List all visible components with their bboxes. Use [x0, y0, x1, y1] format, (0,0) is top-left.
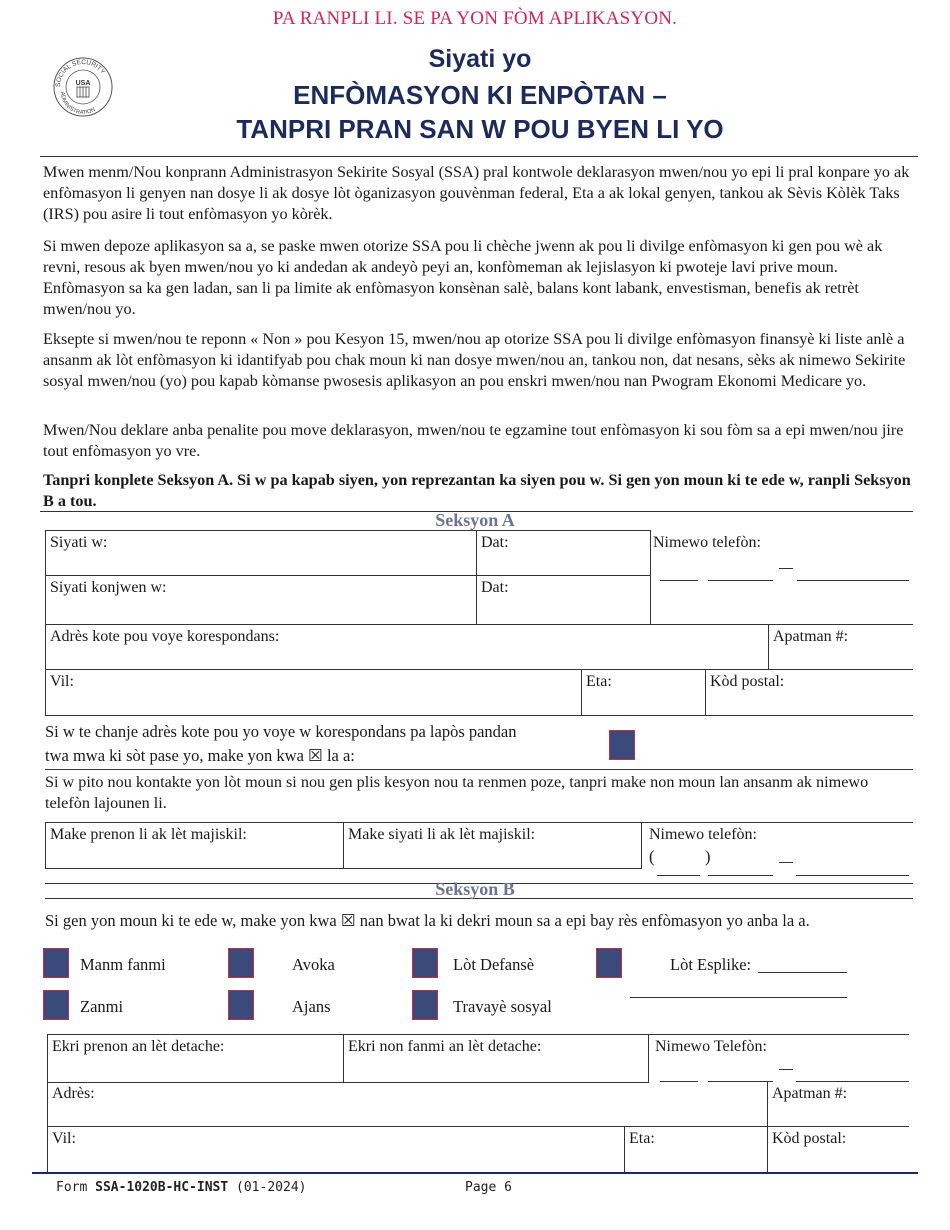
form-code: SSA-1020B-HC-INST — [95, 1180, 229, 1195]
cross-box-icon: ☒ — [308, 746, 323, 765]
family-member-checkbox[interactable] — [43, 948, 69, 978]
spouse-signature-label: Siyati konjwen w: — [50, 579, 167, 596]
date-field[interactable] — [476, 530, 651, 576]
agency-label: Ajans — [292, 997, 331, 1016]
spouse-signature-field[interactable] — [45, 575, 477, 625]
footer-rule — [32, 1172, 918, 1174]
phone-line-input[interactable] — [797, 580, 909, 581]
svg-text:ADMINISTRATION: ADMINISTRATION — [58, 91, 97, 117]
contact-first-name-field[interactable] — [45, 822, 344, 869]
helper-first-name-field[interactable] — [47, 1034, 344, 1083]
helper-zip-field[interactable] — [767, 1126, 909, 1173]
helper-last-name-label: Ekri non fanmi an lèt detache: — [348, 1038, 542, 1055]
signature-label: Siyati w: — [50, 534, 108, 551]
paragraph-authorization: Si mwen depoze aplikasyon sa a, se paske mwen otorize SSA pou li chèche jwenn ak pou li divilge enfòmasyon ki gen pou wè ak revni, resous ak byen mwen/nou yo ki andedan ak andeyò peyi an, konfòmeman ak lejislasyon ki pwoteje lavi prive moun. Enfòmasyon sa ka gen ladan, san li pa limite ak enfòmasyon konsènan salè, balans kont labank, envestisman, benefis ak retrèt mwen/nou yo. — [43, 237, 883, 318]
helper-phone-dash — [779, 1069, 793, 1070]
address-change-text-2-end: la a: — [326, 746, 355, 765]
form-number — [56, 1180, 306, 1195]
contact-last-name-field[interactable] — [343, 822, 642, 869]
not-application-warning: PA RANPLI LI. SE PA YON FÒM APLIKASYON. — [272, 8, 678, 29]
social-worker-label: Travayè sosyal — [453, 997, 552, 1016]
page-title-signatures: Siyati yo — [428, 45, 532, 73]
contact-last-name-label: Make siyati li ak lèt majiskil: — [348, 826, 536, 843]
helper-address-label: Adrès: — [52, 1085, 95, 1102]
other-advocate-checkbox[interactable] — [412, 948, 438, 978]
friend-checkbox[interactable] — [43, 990, 69, 1020]
lawyer-label: Avoka — [292, 955, 335, 974]
helper-last-name-field[interactable] — [343, 1034, 649, 1083]
helper-state-label: Eta: — [629, 1130, 655, 1147]
other-explain-input[interactable] — [758, 972, 847, 973]
address-change-text-1: Si w te chanje adrès kote pou yo voye w korespondans pa lapòs pandan — [45, 722, 517, 741]
helper-zip-label: Kòd postal: — [772, 1130, 847, 1147]
apartment-label: Apatman #: — [773, 628, 849, 645]
phone-label: Nimewo telefòn: — [653, 534, 761, 551]
contact-line-input[interactable] — [796, 875, 909, 876]
zip-label: Kòd postal: — [710, 673, 785, 690]
svg-text:SOCIAL SECURITY: SOCIAL SECURITY — [54, 58, 107, 88]
other-explain-checkbox[interactable] — [596, 948, 622, 978]
helper-city-label: Vil: — [52, 1130, 76, 1147]
other-advocate-label: Lòt Defansè — [453, 955, 535, 974]
contact-first-name-label: Make prenon li ak lèt majiskil: — [50, 826, 247, 843]
signature-field[interactable] — [45, 530, 477, 576]
form-label: Form — [56, 1180, 88, 1195]
apartment-field[interactable] — [768, 624, 913, 670]
address-change-checkbox[interactable] — [609, 730, 635, 760]
contact-area-code-input[interactable] — [657, 875, 700, 876]
paragraph-verification: Mwen menm/Nou konprann Administrasyon Sekirite Sosyal (SSA) pral kontwole deklarasyon mwen/nou yo epi li pral konpare yo ak enfòmasyon li genyen nan dosye li ak dosye lòt òganizasyon gouvènman federal, Eta a ak lokal genyen, tankou ak Sèvis Kòlèk Taks (IRS) pou asire li tout enfòmasyon yo kòrèk. — [43, 163, 910, 223]
friend-label: Zanmi — [80, 997, 124, 1016]
helper-phone-label: Nimewo Telefòn: — [655, 1038, 767, 1055]
address-change-text-2 — [45, 746, 355, 766]
section-b-cross-box-icon: ☒ — [340, 911, 356, 930]
lawyer-checkbox[interactable] — [228, 948, 254, 978]
agency-checkbox[interactable] — [228, 990, 254, 1020]
form-date: (01-2024) — [236, 1180, 307, 1195]
section-b-heading: Seksyon B — [435, 879, 515, 899]
page-title-read-carefully: TANPRI PRAN SAN W POU BYEN LI YO — [236, 114, 724, 144]
section-instruction: Tanpri konplete Seksyon A. Si w pa kapab siyen, yon reprezantan ka siyen pou w. Si gen yon moun ki te ede w, ranpli Seksyon B a tou. — [43, 471, 911, 510]
other-explain-input-2[interactable] — [630, 997, 847, 998]
page-number: Page 6 — [465, 1180, 512, 1195]
family-member-label: Manm fanmi — [80, 955, 166, 974]
contact-phone-dash — [779, 862, 793, 863]
contact-prefix-input[interactable] — [708, 875, 773, 876]
helper-city-field[interactable] — [47, 1126, 625, 1173]
spouse-date-label: Dat: — [481, 579, 509, 596]
section-b-intro-start: Si gen yon moun ki te ede w, make yon kwa — [45, 911, 337, 930]
mailing-address-label: Adrès kote pou voye korespondans: — [50, 628, 280, 645]
contact-phone-label: Nimewo telefòn: — [649, 826, 757, 843]
page-title-important-info: ENFÒMASYON KI ENPÒTAN – — [293, 80, 667, 110]
phone-prefix-input[interactable] — [708, 580, 773, 581]
helper-apartment-field[interactable] — [767, 1082, 909, 1127]
mailing-address-field[interactable] — [45, 624, 769, 670]
helper-address-field[interactable] — [47, 1082, 768, 1127]
helper-state-field[interactable] — [624, 1126, 768, 1173]
svg-text:USA: USA — [75, 80, 91, 87]
other-explain-label: Lòt Esplike: — [670, 955, 752, 974]
social-worker-checkbox[interactable] — [412, 990, 438, 1020]
paragraph-disclosure: Eksepte si mwen/nou te reponn « Non » pou Kesyon 15, mwen/nou ap otorize SSA pou li divilge enfòmasyon finansyè ki liste anlè a ansanm ak lòt enfòmasyon ki idantifyab pou chak moun ki nan dosye mwen/nou an, tankou non, dat nesans, sèks ak nimewo Sekirite sosyal mwen/nou (yo) pou kapab kòmanse pwosesis aplikasyon an pou enskri mwen/nou nan Pwogram Ekonomi Medicare yo. — [43, 330, 906, 390]
state-field[interactable] — [581, 669, 706, 716]
section-b-intro — [45, 911, 810, 931]
phone-dash — [779, 568, 793, 569]
header-divider — [40, 156, 918, 157]
contact-phone-paren-close: ) — [705, 847, 711, 866]
section-a-heading: Seksyon A — [435, 510, 515, 530]
contact-divider — [45, 769, 913, 770]
helper-first-name-label: Ekri prenon an lèt detache: — [52, 1038, 225, 1055]
contact-note: Si w pito nou kontakte yon lòt moun si nou gen plis kesyon nou ta renmen poze, tanpri make non moun lan ansanm ak nimewo telefòn lajounen li. — [45, 773, 869, 812]
phone-area-code-input[interactable] — [660, 580, 698, 581]
date-label: Dat: — [481, 534, 509, 551]
paragraph-penalty: Mwen/Nou deklare anba penalite pou move deklarasyon, mwen/nou te egzamine tout enfòmasyon ki sou fòm sa a epi mwen/nou jire tout enfòmasyon yo vre. — [43, 421, 904, 460]
zip-field[interactable] — [705, 669, 913, 716]
address-change-text-2-start: twa mwa ki sòt pase yo, make yon kwa — [45, 746, 304, 765]
contact-phone-paren-open: ( — [649, 847, 655, 866]
city-label: Vil: — [50, 673, 74, 690]
section-b-intro-end: nan bwat la ki dekri moun sa a epi bay rès enfòmasyon yo anba la a. — [359, 911, 810, 930]
spouse-date-field[interactable] — [476, 575, 651, 625]
helper-apartment-label: Apatman #: — [772, 1085, 848, 1102]
city-field[interactable] — [45, 669, 582, 716]
state-label: Eta: — [586, 673, 612, 690]
